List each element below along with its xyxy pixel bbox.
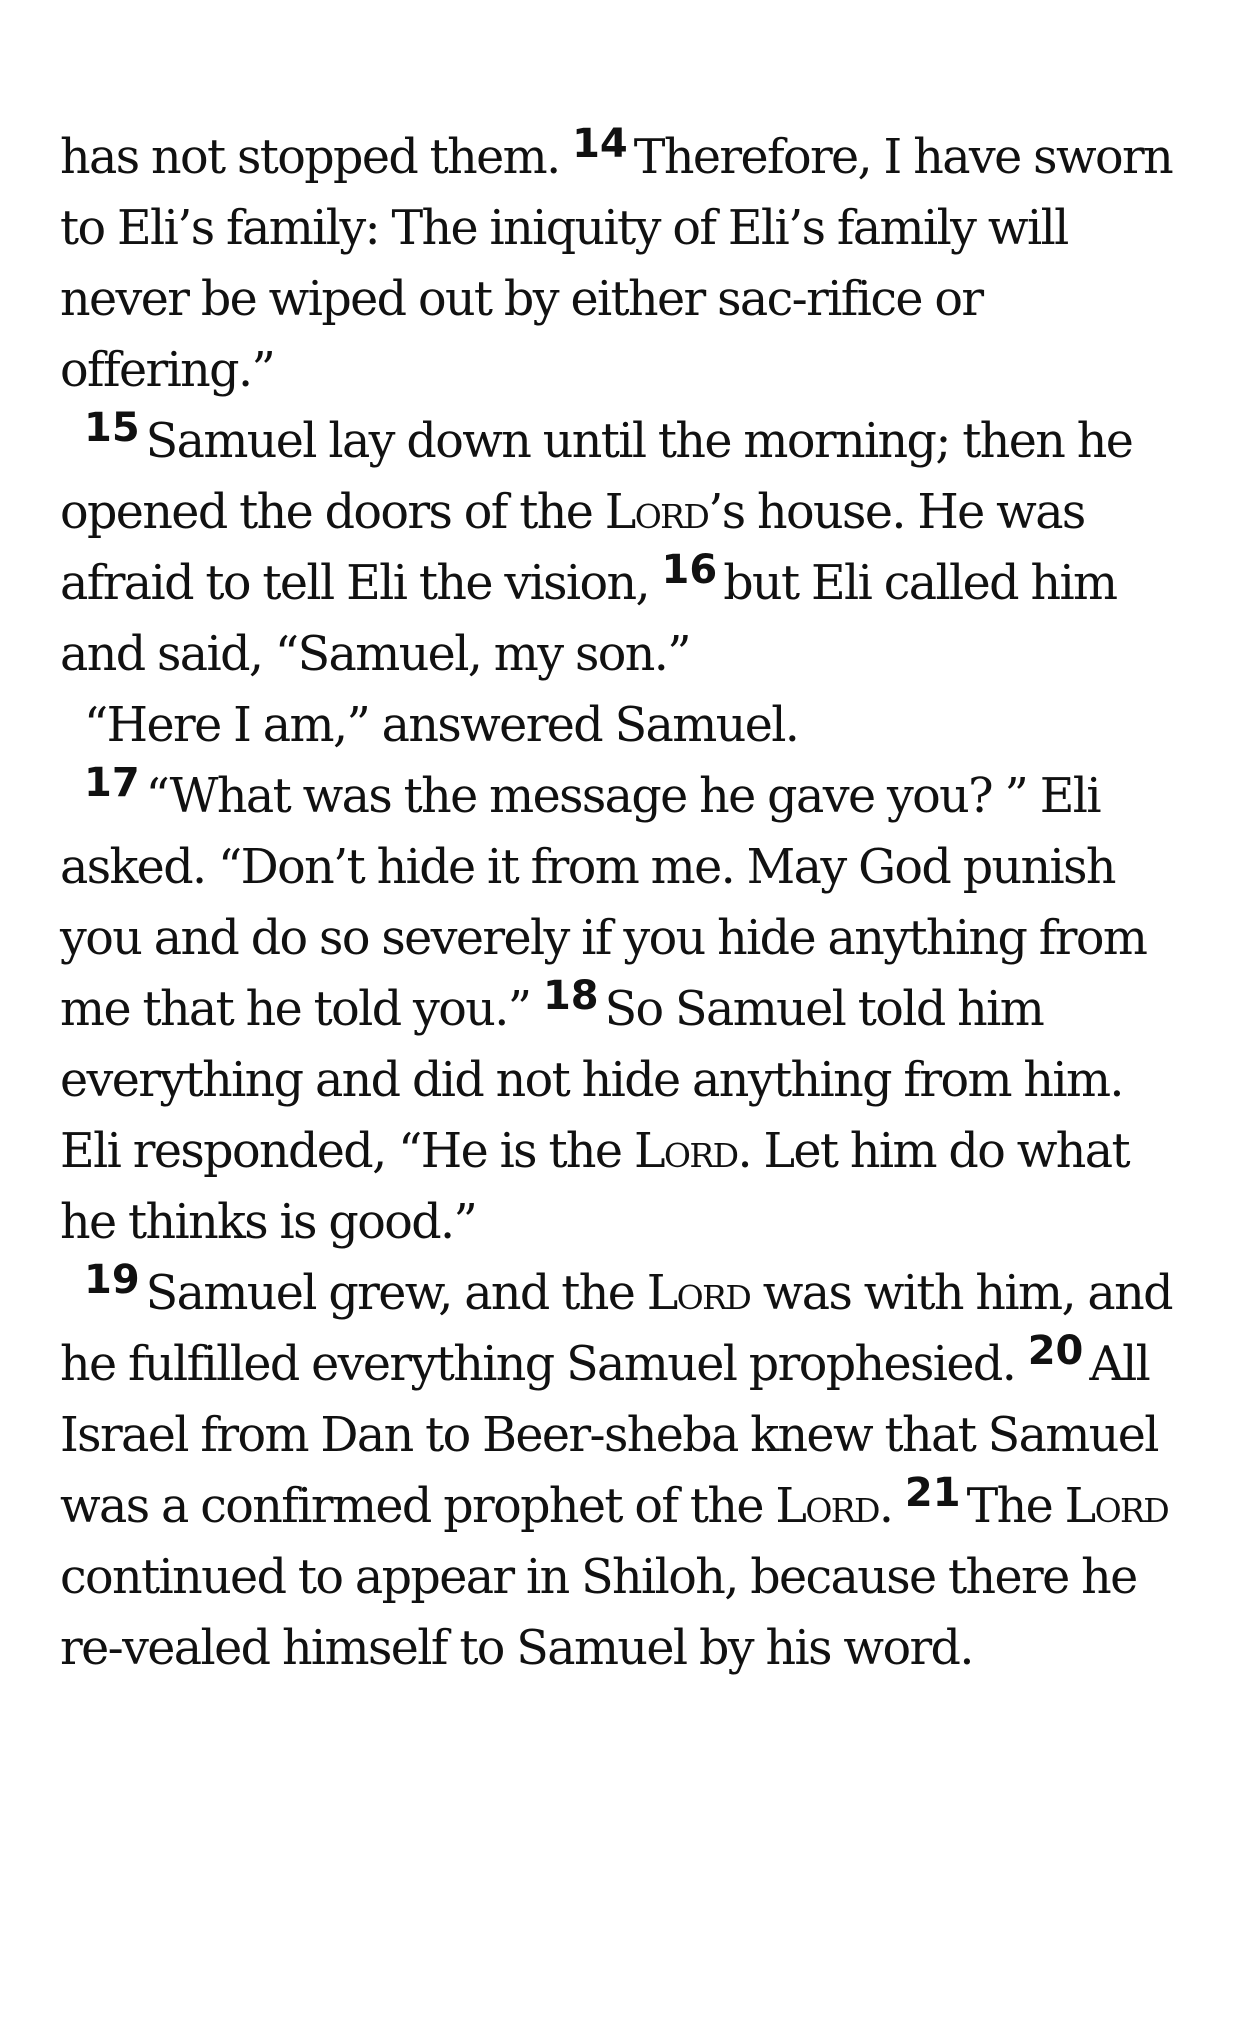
verse-text: “Here I am,” answered Samuel. bbox=[84, 698, 799, 753]
verse-number-17: 17 bbox=[84, 760, 140, 806]
paragraph bbox=[60, 690, 1185, 761]
paragraph bbox=[60, 761, 1185, 1258]
verse-text: Samuel grew, and the bbox=[145, 1266, 647, 1321]
verse-text: has not stopped them. bbox=[60, 130, 573, 185]
verse-text: . Let him do what he thinks is good.” bbox=[60, 1124, 1129, 1250]
verse-number-14: 14 bbox=[572, 121, 628, 167]
verse-text: So Samuel told him everything and did not hide anything from him. Eli responded, “He is the bbox=[60, 982, 1123, 1179]
verse-text: Therefore, I have sworn to Eli’s family: The iniquity of Eli’s family will never be wiped out by either sac-rifice or offering.” bbox=[60, 130, 1173, 398]
verse-text: Samuel lay down until the morning; then he opened the doors of the bbox=[60, 414, 1133, 540]
paragraph bbox=[60, 1258, 1185, 1684]
verse-text: was with him, and he fulfilled everything Samuel prophesied. bbox=[60, 1266, 1172, 1392]
verse-number-18: 18 bbox=[542, 973, 599, 1019]
divine-name: Lord bbox=[775, 1479, 879, 1534]
verse-number-15: 15 bbox=[84, 405, 140, 451]
divine-name: Lord bbox=[646, 1266, 751, 1321]
verse-text: continued to appear in Shiloh, because there he re-vealed himself to Samuel by his word. bbox=[60, 1550, 1137, 1676]
verse-number-20: 20 bbox=[1027, 1328, 1084, 1374]
verse-text: The bbox=[966, 1479, 1065, 1534]
divine-name: Lord bbox=[1064, 1479, 1169, 1534]
verse-text: but Eli called him and said, “Samuel, my son.” bbox=[60, 556, 1117, 682]
paragraph bbox=[60, 406, 1185, 690]
divine-name: Lord bbox=[604, 485, 709, 540]
verse-text: “What was the message he gave you? ” Eli asked. “Don’t hide it from me. May God punish you and do so severely if you hide anything from me that he told you.” bbox=[60, 769, 1147, 1037]
verse-text: ’s house. He was afraid to tell Eli the vision, bbox=[60, 485, 1085, 611]
reader-page bbox=[60, 122, 1185, 1684]
verse-number-21: 21 bbox=[904, 1470, 961, 1516]
verse-number-16: 16 bbox=[661, 547, 718, 593]
verse-number-19: 19 bbox=[84, 1257, 140, 1303]
paragraph bbox=[60, 122, 1185, 406]
verse-text: . bbox=[878, 1479, 905, 1534]
verse-text: All Israel from Dan to Beer-sheba knew that Samuel was a confirmed prophet of the bbox=[60, 1337, 1158, 1534]
divine-name: Lord bbox=[633, 1124, 738, 1179]
